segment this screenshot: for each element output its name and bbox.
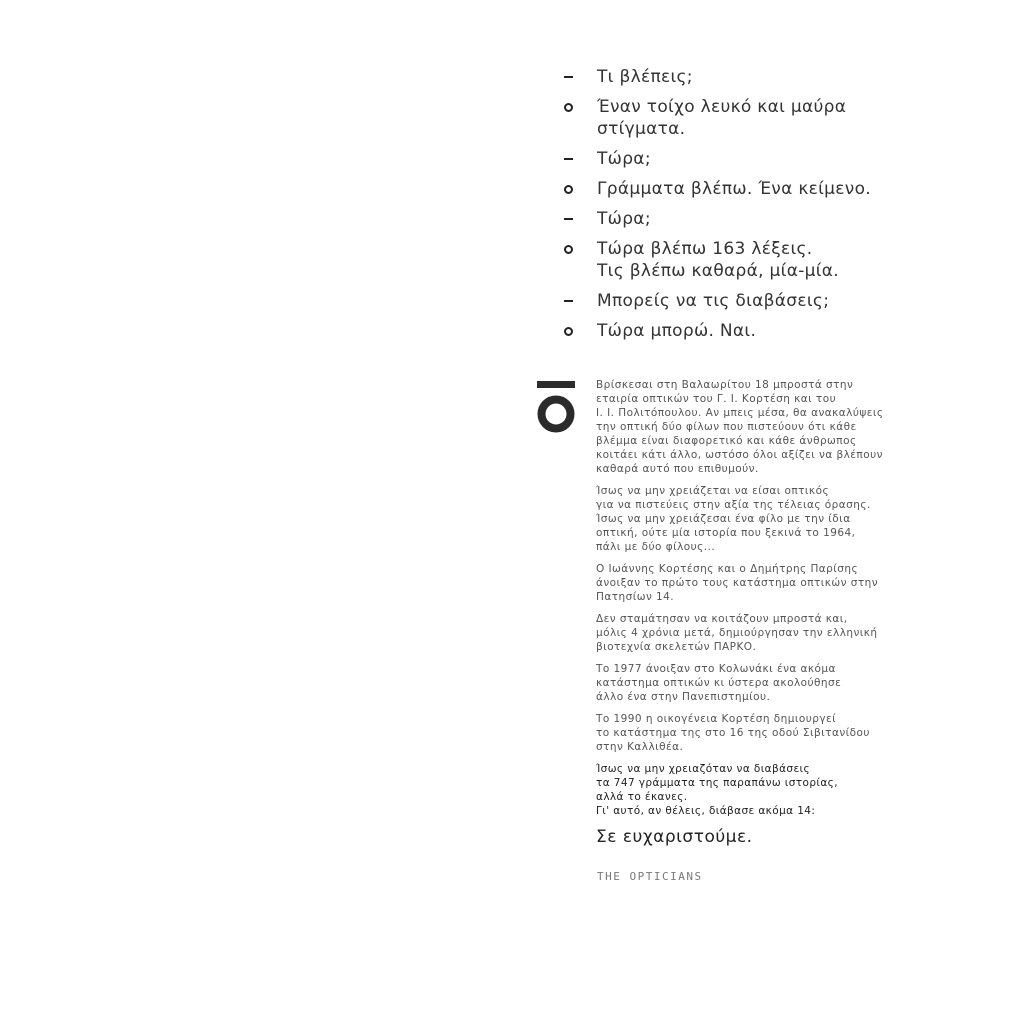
dialog-line-question — [562, 208, 902, 230]
dialog-line-question — [562, 66, 902, 88]
dialog-text: Τι βλέπεις; — [597, 67, 693, 87]
opticians-logo-icon — [537, 378, 575, 436]
story-paragraph: Ο Ιωάννης Κορτέσης και ο Δημήτρης Παρίσης άνοιξαν το πρώτο τους κατάστημα οπτικών στην Πατησίων 14. — [596, 563, 879, 603]
dialog-line-question — [562, 290, 902, 312]
story-paragraph: Το 1977 άνοιξαν στο Κολωνάκι ένα ακόμα κατάστημα οπτικών κι ύστερα ακολούθησε άλλο ένα στην Πανεπιστημίου. — [596, 663, 842, 703]
circle-icon — [562, 238, 574, 260]
dialog-text: Γράμματα βλέπω. Ένα κείμενο. — [597, 179, 871, 199]
logo-bar — [537, 381, 575, 388]
circle-icon — [562, 320, 574, 342]
story-paragraph: Βρίσκεσαι στη Βαλαωρίτου 18 μπροστά στην εταιρία οπτικών του Γ. Ι. Κορτέση και του Ι. Ι. Πολιτόπουλου. Αν μπεις μέσα, θα ανακαλύψεις την οπτική δύο φίλων που πιστεύουν ότι κάθε βλέμμα είναι διαφορετικό και κάθε άνθρωπος κοιτάει κάτι άλλο, ωστόσο όλοι αξίζει να βλέπουν καθαρά αυτό που επιθυμούν. — [596, 379, 884, 475]
dialog-text: Τώρα; — [597, 149, 651, 169]
dialog-line-answer — [562, 96, 902, 140]
dialog-line-question — [562, 148, 902, 170]
dialog-line-answer — [562, 178, 902, 200]
story-paragraph: Δεν σταμάτησαν να κοιτάζουν μπροστά και, μόλις 4 χρόνια μετά, δημιούργησαν την ελληνική βιοτεχνία σκελετών ΠΑΡΚΟ. — [596, 613, 878, 653]
dialog-text: Τώρα βλέπω 163 λέξεις. Τις βλέπω καθαρά, μία-μία. — [597, 239, 840, 281]
dialog-line-answer — [562, 238, 902, 282]
circle-icon — [562, 178, 574, 200]
logo-ring — [542, 400, 571, 429]
dialog-text: Μπορείς να τις διαβάσεις; — [597, 291, 830, 311]
dialog-text: Τώρα; — [597, 209, 651, 229]
dialog-list — [562, 66, 902, 350]
dash-icon — [562, 290, 574, 312]
dash-icon — [562, 208, 574, 230]
dash-icon — [562, 66, 574, 88]
dash-icon — [562, 148, 574, 170]
story-paragraph: Ίσως να μην χρειάζεται να είσαι οπτικός για να πιστεύεις στην αξία της τέλειας όρασης. Ίσως να μην χρειάζεσαι ένα φίλο με την ίδια οπτική, ούτε μία ιστορία που ξεκινά το 1964, πάλι με δύο φίλους... — [596, 485, 871, 553]
story-text — [596, 378, 896, 848]
dialog-text: Τώρα μπορώ. Ναι. — [597, 321, 757, 341]
dialog-line-answer — [562, 320, 902, 342]
circle-icon — [562, 96, 574, 118]
story-paragraph: Το 1990 η οικογένεια Κορτέση δημιουργεί το κατάστημα της στο 16 της οδού Σιβιτανίδου στην Καλλιθέα. — [596, 713, 870, 753]
brand-signature: THE OPTICIANS — [597, 870, 703, 883]
dialog-text: Έναν τοίχο λευκό και μαύρα στίγματα. — [597, 97, 847, 139]
thank-you-heading: Σε ευχαριστούμε. — [596, 827, 753, 847]
closing-paragraph: Ίσως να μην χρειαζόταν να διαβάσεις τα 747 γράμματα της παραπάνω ιστορίας, αλλά το έκανες. Γι' αυτό, αν θέλεις, διάβασε ακόμα 14: — [596, 763, 838, 817]
